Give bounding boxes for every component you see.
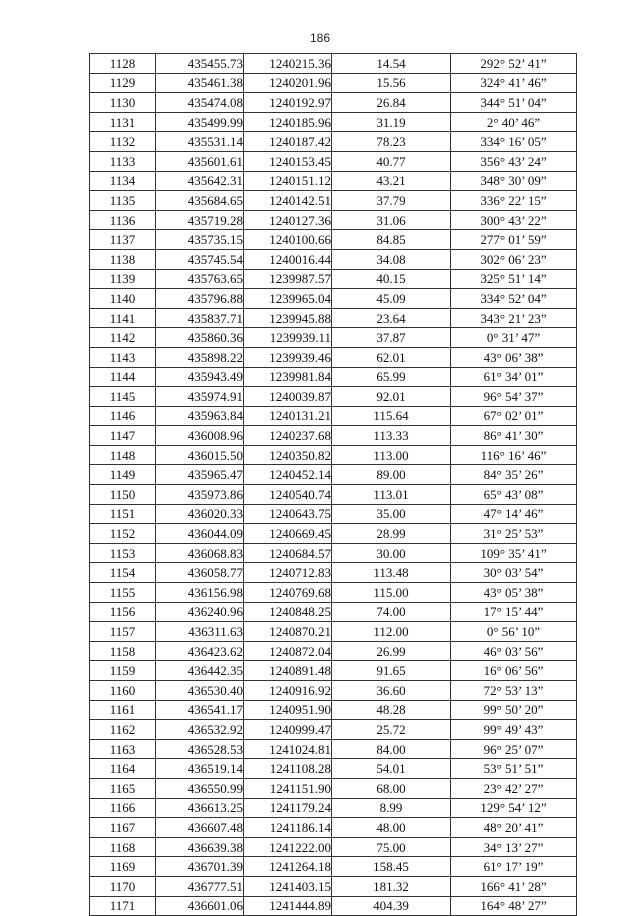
y-coordinate-cell: 1240712.83 (244, 563, 332, 583)
x-coordinate-cell: 436058.77 (156, 563, 244, 583)
y-coordinate-cell: 1240185.96 (244, 112, 332, 132)
y-coordinate-cell: 1240187.42 (244, 132, 332, 152)
table-row (90, 583, 577, 603)
x-coordinate-cell: 435735.15 (156, 230, 244, 250)
x-coordinate-cell: 435601.61 (156, 151, 244, 171)
y-coordinate-cell: 1241024.81 (244, 739, 332, 759)
x-coordinate-cell: 435684.65 (156, 191, 244, 211)
y-coordinate-cell: 1240350.82 (244, 445, 332, 465)
x-coordinate-cell: 436541.17 (156, 700, 244, 720)
table-row (90, 171, 577, 191)
bearing-cell: 164° 48’ 27” (451, 896, 577, 916)
bearing-cell: 61° 34’ 01” (451, 367, 577, 387)
point-number-cell: 1133 (90, 151, 156, 171)
point-number-cell: 1131 (90, 112, 156, 132)
bearing-cell: 31° 25’ 53” (451, 524, 577, 544)
point-number-cell: 1142 (90, 328, 156, 348)
y-coordinate-cell: 1240872.04 (244, 641, 332, 661)
bearing-cell: 334° 52’ 04” (451, 289, 577, 309)
table-row (90, 230, 577, 250)
point-number-cell: 1152 (90, 524, 156, 544)
point-number-cell: 1163 (90, 739, 156, 759)
x-coordinate-cell: 436020.33 (156, 504, 244, 524)
table-row (90, 426, 577, 446)
y-coordinate-cell: 1240916.92 (244, 681, 332, 701)
point-number-cell: 1138 (90, 249, 156, 269)
x-coordinate-cell: 436701.39 (156, 857, 244, 877)
distance-cell: 28.99 (332, 524, 451, 544)
point-number-cell: 1148 (90, 445, 156, 465)
point-number-cell: 1130 (90, 93, 156, 113)
point-number-cell: 1149 (90, 465, 156, 485)
x-coordinate-cell: 436550.99 (156, 778, 244, 798)
distance-cell: 92.01 (332, 387, 451, 407)
page-number: 186 (309, 31, 331, 45)
distance-cell: 26.84 (332, 93, 451, 113)
x-coordinate-cell: 436423.62 (156, 641, 244, 661)
point-number-cell: 1144 (90, 367, 156, 387)
distance-cell: 45.09 (332, 289, 451, 309)
distance-cell: 30.00 (332, 543, 451, 563)
y-coordinate-cell: 1240039.87 (244, 387, 332, 407)
point-number-cell: 1168 (90, 837, 156, 857)
table-row (90, 896, 577, 916)
table-row (90, 249, 577, 269)
x-coordinate-cell: 435461.38 (156, 73, 244, 93)
point-number-cell: 1137 (90, 230, 156, 250)
distance-cell: 65.99 (332, 367, 451, 387)
x-coordinate-cell: 436015.50 (156, 445, 244, 465)
table-row (90, 857, 577, 877)
distance-cell: 48.28 (332, 700, 451, 720)
y-coordinate-cell: 1240237.68 (244, 426, 332, 446)
x-coordinate-cell: 436519.14 (156, 759, 244, 779)
distance-cell: 181.32 (332, 876, 451, 896)
y-coordinate-cell: 1241151.90 (244, 778, 332, 798)
x-coordinate-cell: 436044.09 (156, 524, 244, 544)
bearing-cell: 2° 40’ 46” (451, 112, 577, 132)
table-row (90, 720, 577, 740)
point-number-cell: 1136 (90, 210, 156, 230)
distance-cell: 54.01 (332, 759, 451, 779)
table-row (90, 347, 577, 367)
bearing-cell: 46° 03’ 56” (451, 641, 577, 661)
bearing-cell: 47° 14’ 46” (451, 504, 577, 524)
table-row (90, 759, 577, 779)
table-row (90, 837, 577, 857)
table-row (90, 151, 577, 171)
distance-cell: 26.99 (332, 641, 451, 661)
table-row (90, 524, 577, 544)
bearing-cell: 0° 31’ 47” (451, 328, 577, 348)
distance-cell: 40.15 (332, 269, 451, 289)
table-row (90, 191, 577, 211)
table-row (90, 54, 577, 74)
y-coordinate-cell: 1240142.51 (244, 191, 332, 211)
point-number-cell: 1134 (90, 171, 156, 191)
table-row (90, 73, 577, 93)
bearing-cell: 334° 16’ 05” (451, 132, 577, 152)
distance-cell: 36.60 (332, 681, 451, 701)
x-coordinate-cell: 436068.83 (156, 543, 244, 563)
point-number-cell: 1132 (90, 132, 156, 152)
distance-cell: 43.21 (332, 171, 451, 191)
distance-cell: 62.01 (332, 347, 451, 367)
y-coordinate-cell: 1240769.68 (244, 583, 332, 603)
distance-cell: 35.00 (332, 504, 451, 524)
distance-cell: 158.45 (332, 857, 451, 877)
table-row (90, 798, 577, 818)
bearing-cell: 61° 17’ 19” (451, 857, 577, 877)
point-number-cell: 1170 (90, 876, 156, 896)
x-coordinate-cell: 435531.14 (156, 132, 244, 152)
bearing-cell: 96° 25’ 07” (451, 739, 577, 759)
x-coordinate-cell: 436601.06 (156, 896, 244, 916)
bearing-cell: 67° 02’ 01” (451, 406, 577, 426)
x-coordinate-cell: 436008.96 (156, 426, 244, 446)
bearing-cell: 43° 06’ 38” (451, 347, 577, 367)
y-coordinate-cell: 1241222.00 (244, 837, 332, 857)
distance-cell: 89.00 (332, 465, 451, 485)
y-coordinate-cell: 1240127.36 (244, 210, 332, 230)
bearing-cell: 65° 43’ 08” (451, 485, 577, 505)
point-number-cell: 1140 (90, 289, 156, 309)
y-coordinate-cell: 1240100.66 (244, 230, 332, 250)
x-coordinate-cell: 435898.22 (156, 347, 244, 367)
x-coordinate-cell: 435719.28 (156, 210, 244, 230)
x-coordinate-cell: 435965.47 (156, 465, 244, 485)
y-coordinate-cell: 1239981.84 (244, 367, 332, 387)
point-number-cell: 1154 (90, 563, 156, 583)
point-number-cell: 1169 (90, 857, 156, 877)
table-row (90, 93, 577, 113)
y-coordinate-cell: 1239939.11 (244, 328, 332, 348)
x-coordinate-cell: 436240.96 (156, 602, 244, 622)
table-row (90, 543, 577, 563)
point-number-cell: 1143 (90, 347, 156, 367)
point-number-cell: 1156 (90, 602, 156, 622)
bearing-cell: 166° 41’ 28” (451, 876, 577, 896)
bearing-cell: 99° 49’ 43” (451, 720, 577, 740)
y-coordinate-cell: 1240215.36 (244, 54, 332, 74)
x-coordinate-cell: 435474.08 (156, 93, 244, 113)
bearing-cell: 17° 15’ 44” (451, 602, 577, 622)
point-number-cell: 1162 (90, 720, 156, 740)
point-number-cell: 1166 (90, 798, 156, 818)
x-coordinate-cell: 436442.35 (156, 661, 244, 681)
bearing-cell: 116° 16’ 46” (451, 445, 577, 465)
x-coordinate-cell: 435499.99 (156, 112, 244, 132)
bearing-cell: 48° 20’ 41” (451, 818, 577, 838)
y-coordinate-cell: 1239965.04 (244, 289, 332, 309)
table-row (90, 445, 577, 465)
table-row (90, 876, 577, 896)
bearing-cell: 277° 01’ 59” (451, 230, 577, 250)
table-row (90, 818, 577, 838)
table-row (90, 132, 577, 152)
table-row (90, 328, 577, 348)
y-coordinate-cell: 1240131.21 (244, 406, 332, 426)
table-row (90, 112, 577, 132)
y-coordinate-cell: 1241108.28 (244, 759, 332, 779)
table-row (90, 602, 577, 622)
x-coordinate-cell: 435642.31 (156, 171, 244, 191)
point-number-cell: 1157 (90, 622, 156, 642)
distance-cell: 113.33 (332, 426, 451, 446)
y-coordinate-cell: 1241264.18 (244, 857, 332, 877)
point-number-cell: 1165 (90, 778, 156, 798)
y-coordinate-cell: 1240016.44 (244, 249, 332, 269)
table-row (90, 778, 577, 798)
distance-cell: 75.00 (332, 837, 451, 857)
x-coordinate-cell: 435860.36 (156, 328, 244, 348)
distance-cell: 14.54 (332, 54, 451, 74)
distance-cell: 113.48 (332, 563, 451, 583)
point-number-cell: 1164 (90, 759, 156, 779)
table-row (90, 485, 577, 505)
y-coordinate-cell: 1240891.48 (244, 661, 332, 681)
bearing-cell: 99° 50’ 20” (451, 700, 577, 720)
distance-cell: 84.85 (332, 230, 451, 250)
y-coordinate-cell: 1239945.88 (244, 308, 332, 328)
x-coordinate-cell: 436532.92 (156, 720, 244, 740)
y-coordinate-cell: 1240951.90 (244, 700, 332, 720)
distance-cell: 113.00 (332, 445, 451, 465)
point-number-cell: 1155 (90, 583, 156, 603)
table-row (90, 681, 577, 701)
point-number-cell: 1141 (90, 308, 156, 328)
y-coordinate-cell: 1240452.14 (244, 465, 332, 485)
bearing-cell: 0° 56’ 10” (451, 622, 577, 642)
point-number-cell: 1128 (90, 54, 156, 74)
distance-cell: 404.39 (332, 896, 451, 916)
bearing-cell: 96° 54’ 37” (451, 387, 577, 407)
bearing-cell: 84° 35’ 26” (451, 465, 577, 485)
point-number-cell: 1146 (90, 406, 156, 426)
bearing-cell: 86° 41’ 30” (451, 426, 577, 446)
bearing-cell: 129° 54’ 12” (451, 798, 577, 818)
table-row (90, 504, 577, 524)
bearing-cell: 23° 42’ 27” (451, 778, 577, 798)
distance-cell: 48.00 (332, 818, 451, 838)
table-row (90, 641, 577, 661)
bearing-cell: 16° 06’ 56” (451, 661, 577, 681)
x-coordinate-cell: 435796.88 (156, 289, 244, 309)
distance-cell: 15.56 (332, 73, 451, 93)
point-number-cell: 1129 (90, 73, 156, 93)
bearing-cell: 30° 03’ 54” (451, 563, 577, 583)
point-number-cell: 1151 (90, 504, 156, 524)
x-coordinate-cell: 435973.86 (156, 485, 244, 505)
bearing-cell: 344° 51’ 04” (451, 93, 577, 113)
point-number-cell: 1161 (90, 700, 156, 720)
bearing-cell: 34° 13’ 27” (451, 837, 577, 857)
x-coordinate-cell: 436639.38 (156, 837, 244, 857)
point-number-cell: 1171 (90, 896, 156, 916)
distance-cell: 115.64 (332, 406, 451, 426)
distance-cell: 112.00 (332, 622, 451, 642)
distance-cell: 40.77 (332, 151, 451, 171)
x-coordinate-cell: 435745.54 (156, 249, 244, 269)
distance-cell: 68.00 (332, 778, 451, 798)
table-row (90, 367, 577, 387)
y-coordinate-cell: 1240540.74 (244, 485, 332, 505)
table-row (90, 308, 577, 328)
x-coordinate-cell: 435963.84 (156, 406, 244, 426)
bearing-cell: 343° 21’ 23” (451, 308, 577, 328)
table-row (90, 387, 577, 407)
point-number-cell: 1158 (90, 641, 156, 661)
coordinates-table (89, 53, 577, 916)
x-coordinate-cell: 436613.25 (156, 798, 244, 818)
distance-cell: 37.87 (332, 328, 451, 348)
table-row (90, 622, 577, 642)
point-number-cell: 1145 (90, 387, 156, 407)
bearing-cell: 43° 05’ 38” (451, 583, 577, 603)
bearing-cell: 336° 22’ 15” (451, 191, 577, 211)
y-coordinate-cell: 1240192.97 (244, 93, 332, 113)
bearing-cell: 356° 43’ 24” (451, 151, 577, 171)
distance-cell: 34.08 (332, 249, 451, 269)
distance-cell: 31.19 (332, 112, 451, 132)
y-coordinate-cell: 1240684.57 (244, 543, 332, 563)
distance-cell: 23.64 (332, 308, 451, 328)
point-number-cell: 1147 (90, 426, 156, 446)
y-coordinate-cell: 1241186.14 (244, 818, 332, 838)
table-row (90, 661, 577, 681)
y-coordinate-cell: 1240151.12 (244, 171, 332, 191)
distance-cell: 113.01 (332, 485, 451, 505)
table-row (90, 210, 577, 230)
distance-cell: 31.06 (332, 210, 451, 230)
y-coordinate-cell: 1240643.75 (244, 504, 332, 524)
distance-cell: 8.99 (332, 798, 451, 818)
y-coordinate-cell: 1241179.24 (244, 798, 332, 818)
y-coordinate-cell: 1239939.46 (244, 347, 332, 367)
table-row (90, 406, 577, 426)
point-number-cell: 1150 (90, 485, 156, 505)
y-coordinate-cell: 1240153.45 (244, 151, 332, 171)
distance-cell: 78.23 (332, 132, 451, 152)
y-coordinate-cell: 1240999.47 (244, 720, 332, 740)
x-coordinate-cell: 436528.53 (156, 739, 244, 759)
point-number-cell: 1153 (90, 543, 156, 563)
distance-cell: 37.79 (332, 191, 451, 211)
table-row (90, 289, 577, 309)
distance-cell: 115.00 (332, 583, 451, 603)
table-row (90, 739, 577, 759)
y-coordinate-cell: 1239987.57 (244, 269, 332, 289)
table-row (90, 269, 577, 289)
bearing-cell: 300° 43’ 22” (451, 210, 577, 230)
distance-cell: 84.00 (332, 739, 451, 759)
distance-cell: 25.72 (332, 720, 451, 740)
point-number-cell: 1167 (90, 818, 156, 838)
table-row (90, 700, 577, 720)
bearing-cell: 325° 51’ 14” (451, 269, 577, 289)
x-coordinate-cell: 435943.49 (156, 367, 244, 387)
point-number-cell: 1139 (90, 269, 156, 289)
y-coordinate-cell: 1240848.25 (244, 602, 332, 622)
bearing-cell: 302° 06’ 23” (451, 249, 577, 269)
bearing-cell: 292° 52’ 41” (451, 54, 577, 74)
x-coordinate-cell: 436311.63 (156, 622, 244, 642)
x-coordinate-cell: 435837.71 (156, 308, 244, 328)
table-row (90, 563, 577, 583)
bearing-cell: 324° 41’ 46” (451, 73, 577, 93)
x-coordinate-cell: 436156.98 (156, 583, 244, 603)
y-coordinate-cell: 1241403.15 (244, 876, 332, 896)
distance-cell: 74.00 (332, 602, 451, 622)
table-row (90, 465, 577, 485)
point-number-cell: 1160 (90, 681, 156, 701)
point-number-cell: 1135 (90, 191, 156, 211)
x-coordinate-cell: 435763.65 (156, 269, 244, 289)
bearing-cell: 109° 35’ 41” (451, 543, 577, 563)
y-coordinate-cell: 1240201.96 (244, 73, 332, 93)
bearing-cell: 348° 30’ 09” (451, 171, 577, 191)
bearing-cell: 53° 51’ 51” (451, 759, 577, 779)
y-coordinate-cell: 1240870.21 (244, 622, 332, 642)
y-coordinate-cell: 1240669.45 (244, 524, 332, 544)
bearing-cell: 72° 53’ 13” (451, 681, 577, 701)
distance-cell: 91.65 (332, 661, 451, 681)
x-coordinate-cell: 436607.48 (156, 818, 244, 838)
y-coordinate-cell: 1241444.89 (244, 896, 332, 916)
x-coordinate-cell: 435974.91 (156, 387, 244, 407)
x-coordinate-cell: 435455.73 (156, 54, 244, 74)
x-coordinate-cell: 436777.51 (156, 876, 244, 896)
x-coordinate-cell: 436530.40 (156, 681, 244, 701)
point-number-cell: 1159 (90, 661, 156, 681)
